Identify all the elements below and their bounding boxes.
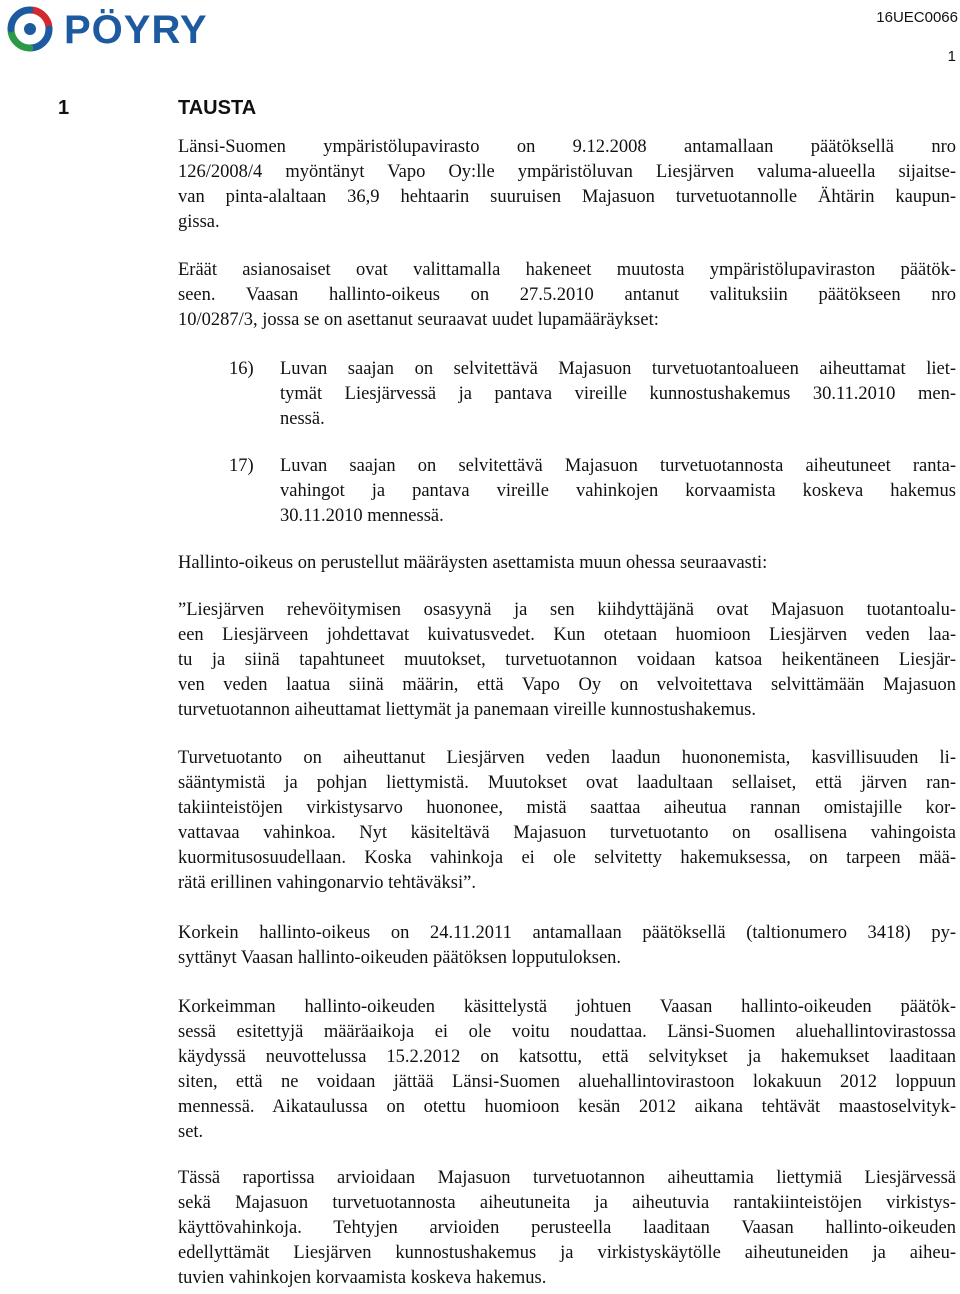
text-line: Hallinto-oikeus on perustellut määräysten asettamista muun ohessa seuraavasti: xyxy=(178,553,768,573)
section-heading xyxy=(58,97,257,120)
paragraph-report-scope xyxy=(178,1166,956,1291)
text-line: Tässä raportissa arvioidaan Majasuon turvetuotannon aiheuttamia liettymiä Liesjärvessä xyxy=(178,1168,956,1188)
text-line: Korkeimman hallinto-oikeuden käsittelystä johtuen Vaasan hallinto-oikeuden päätök- xyxy=(178,997,956,1017)
text-line: takiinteistöjen virkistysarvo huononee, mistä saattaa aiheutua rannan omistajille kor- xyxy=(178,798,956,818)
text-line: nessä. xyxy=(280,409,325,429)
text-line: van pinta-alaltaan 36,9 hehtaarin suuruisen Majasuon turvetuotannolle Ähtärin kaupun- xyxy=(178,187,956,207)
text-line: käyttövahinkoja. Tehtyjen arvioiden perusteella laaditaan Vaasan hallinto-oikeuden xyxy=(178,1218,956,1238)
paragraph-appeal xyxy=(178,258,956,333)
list-item-number: 16) xyxy=(229,359,254,379)
text-line: rätä erillinen vahingonarvio tehtäväksi”. xyxy=(178,873,476,893)
text-line: vahingot ja pantava vireille vahinkojen korvaamista koskeva hakemus xyxy=(280,481,956,501)
section-number: 1 xyxy=(58,97,70,119)
paragraph-reasoning-intro xyxy=(178,551,956,576)
document-code: 16UEC0066 xyxy=(876,9,958,26)
text-line: sääntymistä ja pohjan liettymistä. Muutokset ovat laadultaan sellaiset, että järven ran- xyxy=(178,773,956,793)
list-item-number: 17) xyxy=(229,456,254,476)
text-line: syttänyt Vaasan hallinto-oikeuden päätöksen lopputuloksen. xyxy=(178,948,622,968)
text-line: Länsi-Suomen ympäristölupavirasto on 9.12.2008 antamallaan päätöksellä nro xyxy=(178,137,956,157)
quote-paragraph xyxy=(178,598,956,723)
logo-wordmark: PÖYRY xyxy=(64,8,208,52)
poyry-emblem-icon xyxy=(4,6,56,52)
text-line: ven veden laatua siinä määrin, että Vapo Oy on velvoitettava selvittämään Majasuon xyxy=(178,675,956,695)
text-line: gissa. xyxy=(178,212,220,232)
text-line: turvetuotannon aiheuttamat liettymät ja panemaan vireille kunnostushakemus. xyxy=(178,700,756,720)
poyry-logo xyxy=(4,6,244,52)
page-number: 1 xyxy=(947,48,956,65)
text-line: käydyssä neuvottelussa 15.2.2012 on katsottu, että selvitykset ja hakemukset laaditaan xyxy=(178,1047,956,1067)
text-line: 10/0287/3, jossa se on asettanut seuraavat uudet lupamääräykset: xyxy=(178,310,659,330)
paragraph-schedule xyxy=(178,995,956,1145)
quote-paragraph xyxy=(178,746,956,896)
text-line: set. xyxy=(178,1122,204,1142)
text-line: seen. Vaasan hallinto-oikeus on 27.5.2010 antanut valituksiin päätökseen nro xyxy=(178,285,956,305)
section-title: TAUSTA xyxy=(178,97,257,119)
text-line: Luvan saajan on selvitettävä Majasuon turvetuotannosta aiheutuneet ranta- xyxy=(280,456,956,476)
text-line: ”Liesjärven rehevöitymisen osasyynä ja sen kiihdyttäjänä ovat Majasuon tuotantoalu- xyxy=(178,600,956,620)
text-line: Eräät asianosaiset ovat valittamalla hakeneet muutosta ympäristölupaviraston päätök- xyxy=(178,260,956,280)
text-line: mennessä. Aikataulussa on otettu huomioon kesän 2012 aikana tehtävät maastoselvityk- xyxy=(178,1097,956,1117)
paragraph-background xyxy=(178,135,956,235)
text-line: tymät Liesjärvessä ja pantava vireille kunnostushakemus 30.11.2010 men- xyxy=(280,384,956,404)
text-line: sessä esitettyjä määräaikoja ei ole voitu noudattaa. Länsi-Suomen aluehallintovirastossa xyxy=(178,1022,956,1042)
text-line: Korkein hallinto-oikeus on 24.11.2011 antamallaan päätöksellä (taltionumero 3418) py- xyxy=(178,923,956,943)
text-line: Luvan saajan on selvitettävä Majasuon turvetuotantoalueen aiheuttamat liet- xyxy=(280,359,956,379)
text-line: een Liesjärveen johdettavat kuivatusvedet. Kun otetaan huomioon Liesjärven veden laa- xyxy=(178,625,956,645)
text-line: sekä Majasuon turvetuotannosta aiheutuneita ja aiheutuvia rantakiinteistöjen virkistys- xyxy=(178,1193,956,1213)
text-line: 126/2008/4 myöntänyt Vapo Oy:lle ympäristöluvan Liesjärven valuma-alueella sijaitse- xyxy=(178,162,956,182)
text-line: Turvetuotanto on aiheuttanut Liesjärven veden laadun huononemista, kasvillisuuden li- xyxy=(178,748,956,768)
text-line: siten, että ne voidaan jättää Länsi-Suomen aluehallintovirastoon lokakuun 2012 loppuun xyxy=(178,1072,956,1092)
text-line: tuvien vahinkojen korvaamista koskeva hakemus. xyxy=(178,1268,547,1288)
text-line: 30.11.2010 mennessä. xyxy=(280,506,444,526)
text-line: vattavaa vahinkoa. Nyt käsiteltävä Majasuon turvetuotanto on osallisena vahingoista xyxy=(178,823,956,843)
paragraph-supreme-court xyxy=(178,921,956,971)
text-line: tu ja siinä tapahtuneet muutokset, turvetuotannon voidaan katsoa heikentäneen Liesjär- xyxy=(178,650,956,670)
text-line: edellyttämät Liesjärven kunnostushakemus ja virkistyskäytölle aiheutuneiden ja aiheu- xyxy=(178,1243,956,1263)
text-line: kuormitusosuudellaan. Koska vahinkoja ei ole selvitetty hakemuksessa, on tarpeen mää- xyxy=(178,848,956,868)
